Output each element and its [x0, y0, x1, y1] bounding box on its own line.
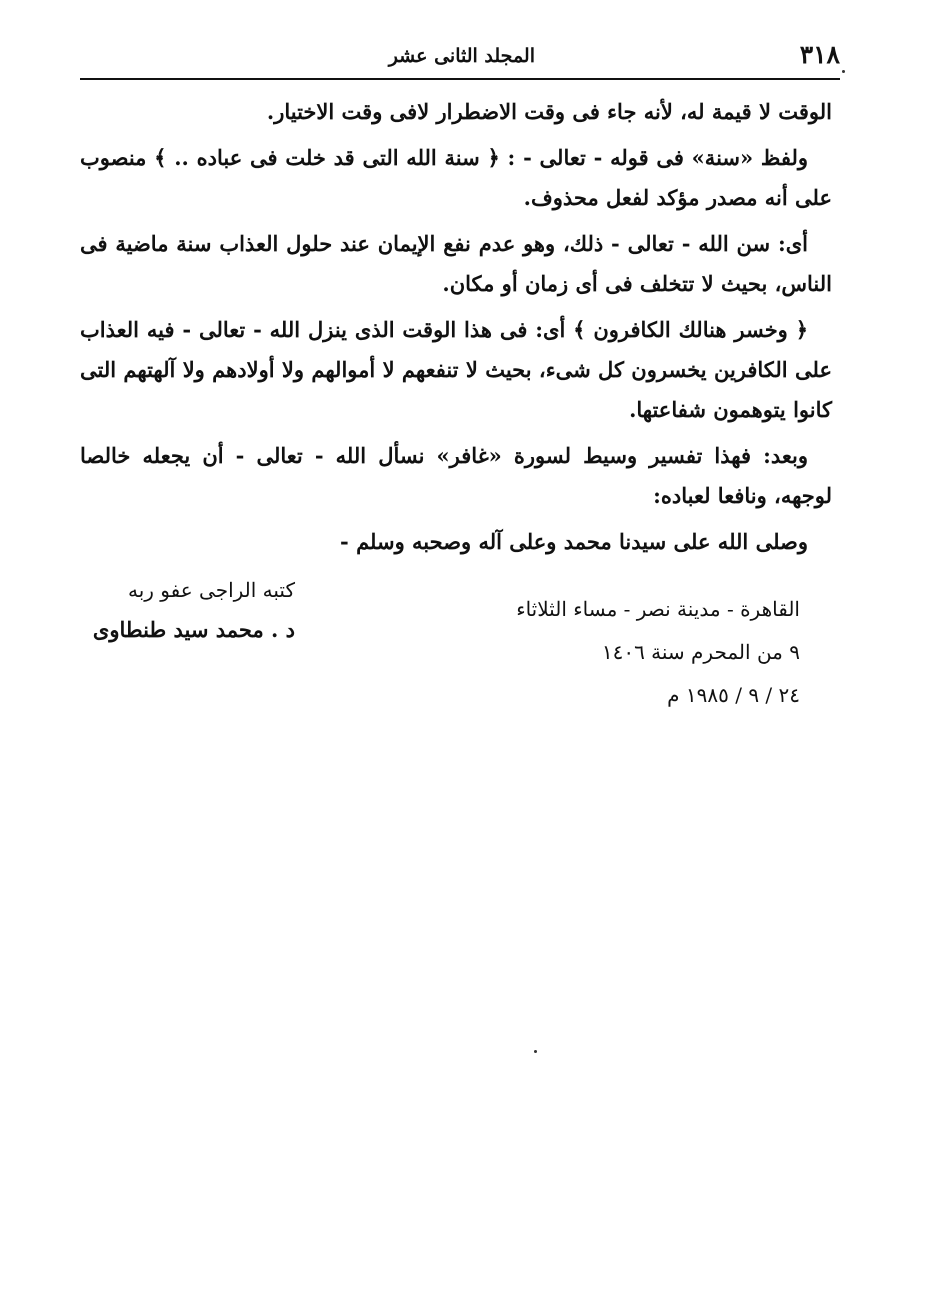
scan-speck — [534, 1050, 537, 1053]
paragraph: ﴿ وخسر هنالك الكافرون ﴾ أى: فى هذا الوقت الذى ينزل الله - تعالى - فيه العذاب على الكافرين يخسرون كل شىء، بحيث لا تنفعهم لا أموالهم ولا أولادهم ولا آلهتهم التى كانوا يتوهمون شفاعتها. — [80, 317, 832, 422]
paragraph: أى: سن الله - تعالى - ذلك، وهو عدم نفع الإيمان عند حلول العذاب سنة ماضية فى الناس، بحيث لا تتخلف فى أى زمان أو مكان. — [80, 231, 832, 296]
place-and-date — [470, 588, 800, 717]
closing-line: وصلى الله على سيدنا محمد وعلى آله وصحبه وسلم - — [340, 529, 808, 554]
paragraph: الوقت لا قيمة له، لأنه جاء فى وقت الاضطرار لافى وقت الاختيار. — [266, 99, 832, 124]
gregorian-date: ٢٤ / ٩ / ١٩٨٥ م — [667, 683, 800, 707]
signature-intro: كتبه الراجى عفو ربه — [128, 578, 295, 602]
running-head: المجلد الثانى عشر — [388, 45, 535, 67]
header-rule — [80, 78, 840, 80]
hijri-date: ٩ من المحرم سنة ١٤٠٦ — [601, 640, 800, 664]
author-name: د . محمد سيد طنطاوى — [92, 617, 295, 642]
place-time: القاهرة - مدينة نصر - مساء الثلاثاء — [516, 597, 800, 621]
body-text — [80, 92, 832, 568]
paragraph: ولفظ «سنة» فى قوله - تعالى - : ﴿ سنة الله التى قد خلت فى عباده .. ﴾ منصوب على أنه مصدر مؤكد لفعل محذوف. — [80, 145, 832, 210]
scan-speck — [842, 70, 845, 73]
author-signature — [90, 570, 295, 650]
page-header — [80, 38, 840, 78]
paragraph: وبعد: فهذا تفسير وسيط لسورة «غافر» نسأل الله - تعالى - أن يجعله خالصا لوجهه، ونافعا لعباده: — [80, 443, 832, 508]
page-number: ٣١٨ — [799, 40, 840, 69]
